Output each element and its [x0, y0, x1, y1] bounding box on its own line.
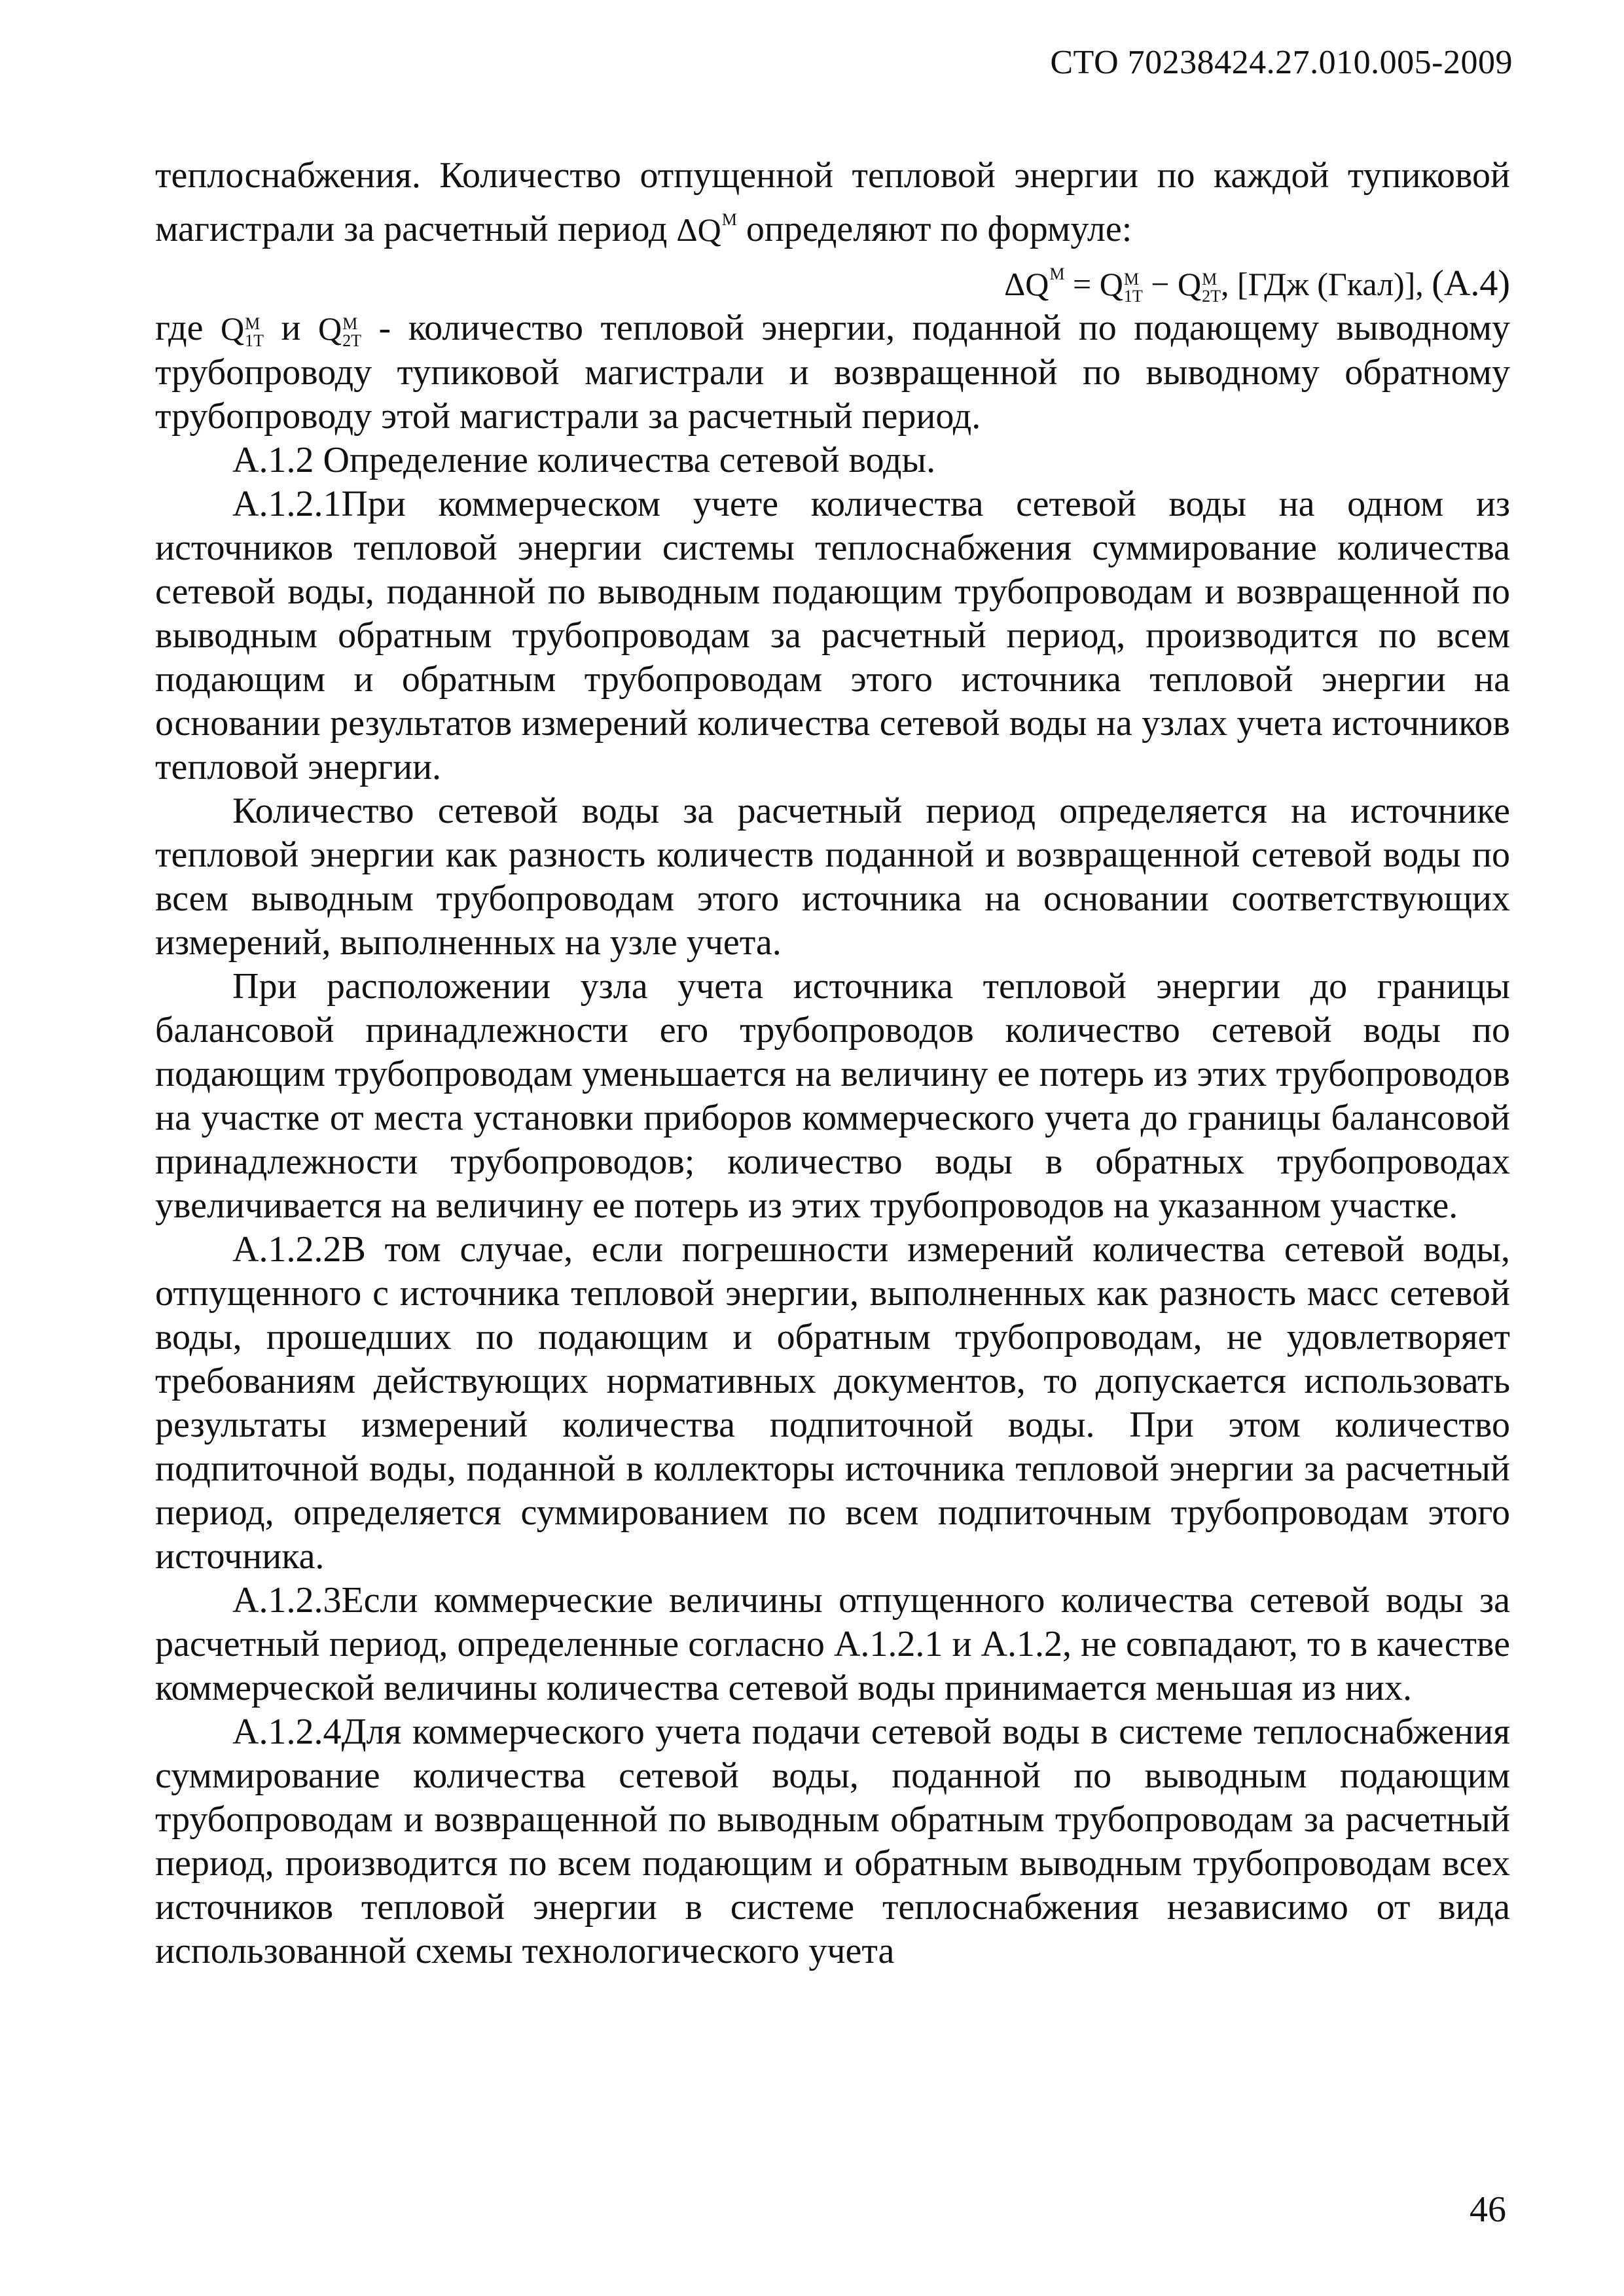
paragraph-metering-location: При расположении узла учета источника тепловой энергии до границы балансовой принадлежности его трубопроводов количество сетевой воды по подающим трубопроводам уменьшается на величину ее потерь из этих трубопроводов на участке от места установки приборов коммерческого учета до границы балансовой принадлежности трубопроводов; количество воды в обратных трубопроводах увеличивается на величину ее потерь из этих трубопроводов на указанном участке. — [155, 966, 1510, 1226]
paragraph-a-1-2-3: А.1.2.3Если коммерческие величины отпущенного количества сетевой воды за расчетный период, определенные согласно А.1.2.1 и А.1.2, не совпадают, то в качестве коммерческой величины количества сетевой воды принимается меньшая из них. — [155, 1580, 1510, 1708]
formula-number: (А.4) — [1432, 263, 1510, 304]
paragraph-where: где Q M 1T и Q M 2T - количество тепловой энергии, поданной по подающему выводному трубопроводу тупиковой магистрали и возвращенной по выводному обратному трубопроводу этой магистрали за расчетный период. — [155, 308, 1511, 437]
formula-body: $\Delta Q^M = Q$ M 1T − Q M 2T , [ГДж (Гкал)], — [1004, 264, 1424, 306]
paragraph-text: определяют по формуле: — [736, 209, 1132, 249]
formula-a4 — [155, 252, 1510, 306]
inline-formula-delta-q: $\Delta Q^M$ — [676, 210, 737, 248]
document-body — [155, 154, 1510, 1973]
symbol-q2t: Q M 2T — [318, 310, 362, 350]
paragraph-text: теплоснабжения. Количество отпущенной тепловой энергии по каждой тупиковой магистрали за расчетный период — [155, 155, 1510, 249]
document-code: СТО 70238424.27.010.005-2009 — [1050, 44, 1513, 81]
paragraph-a-1-2-4: А.1.2.4Для коммерческого учета подачи сетевой воды в системе теплоснабжения суммирование количества сетевой воды, поданной по выводным подающим трубопроводам и возвращенной по выводным обратным трубопроводам за расчетный период, производится по всем подающим и обратным выводным трубопроводам всех источников тепловой энергии в системе теплоснабжения независимо от вида использованной схемы технологического учета — [155, 1712, 1510, 1971]
paragraph-net-water-quantity: Количество сетевой воды за расчетный период определяется на источнике тепловой энергии как разность количеств поданной и возвращенной сетевой воды по всем выводным трубопроводам этого источника на основании соответствующих измерений, выполненных на узле учета. — [155, 791, 1510, 963]
paragraph-continuation — [155, 154, 1510, 252]
paragraph-a-1-2-1: А.1.2.1При коммерческом учете количества сетевой воды на одном из источников тепловой энергии системы теплоснабжения суммирование количества сетевой воды, поданной по выводным подающим трубопроводам и возвращенной по выводным обратным трубопроводам за расчетный период, производится по всем подающим и обратным трубопроводам этого источника тепловой энергии на основании результатов измерений количества сетевой воды на узлах учета источников тепловой энергии. — [155, 484, 1510, 787]
symbol-q1t: Q M 1T — [221, 310, 264, 350]
section-heading-a-1-2: А.1.2 Определение количества сетевой воды. — [232, 440, 936, 480]
paragraph-a-1-2-2: А.1.2.2В том случае, если погрешности измерений количества сетевой воды, отпущенного с источника тепловой энергии, выполненных как разность масс сетевой воды, прошедших по подающим и обратным трубопроводам, не удовлетворяет требованиям действующих нормативных документов, то допускается использовать результаты измерений количества подпиточной воды. При этом количество подпиточной воды, поданной в коллекторы источника тепловой энергии за расчетный период, определяется суммированием по всем подпиточным трубопроводам этого источника. — [155, 1229, 1510, 1577]
page-number: 46 — [1470, 2189, 1506, 2230]
